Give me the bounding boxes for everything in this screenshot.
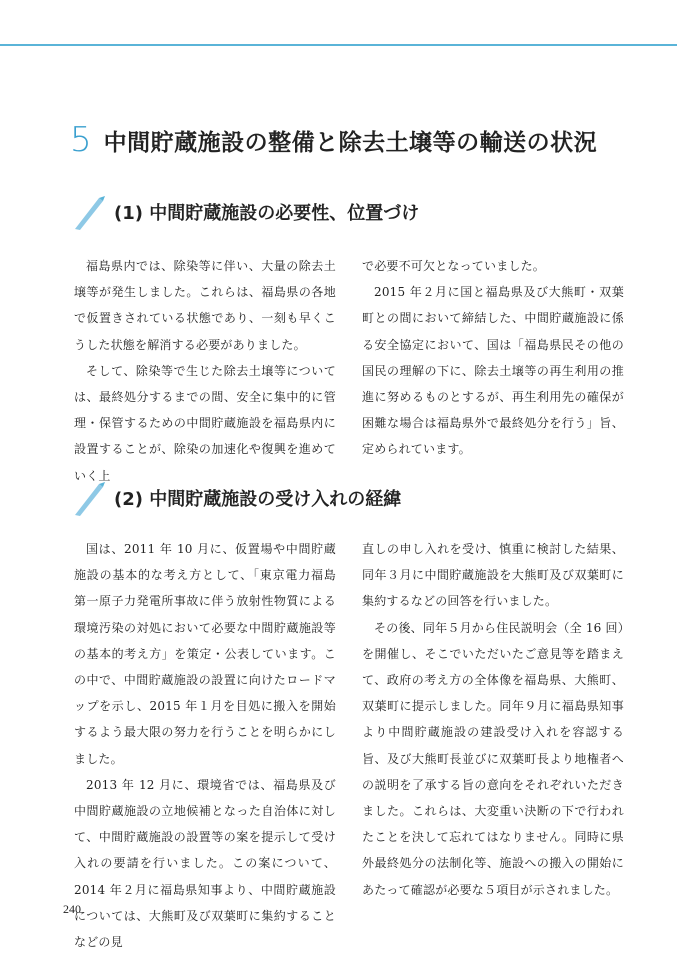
section-1-right-column	[362, 253, 624, 463]
paragraph: そして、除染等で生じた除去土壌等については、最終処分するまでの間、安全に集中的に管理・保管するための中間貯蔵施設を福島県内に設置することが、除染の加速化や復興を進めていく上	[74, 363, 336, 483]
paragraph: 福島県内では、除染等に伴い、大量の除去土壌等が発生しました。これらは、福島県の各地で仮置きされている状態であり、一刻も早くこうした状態を解消する必要がありました。	[74, 259, 336, 352]
page-number: 240	[63, 902, 81, 916]
section-2-title	[68, 478, 628, 518]
paragraph: 直しの申し入れを受け、慎重に検討した結果、同年３月に中間貯蔵施設を大熊町及び双葉町に集約するなどの回答を行いました。	[362, 542, 624, 609]
chapter-number: 5	[70, 120, 92, 160]
paragraph: 国は、2011 年 10 月に、仮置場や中間貯蔵施設の基本的な考え方として、「東京電力福島第一原子力発電所事故に伴う放射性物質による環境汚染の対処において必要な中間貯蔵施設等の基本的考え方」を策定・公表しています。この中で、中間貯蔵施設の設置に向けたロードマップを示し、2015 年１月を目処に搬入を開始するよう最大限の努力を行うことを明らかにしました。	[74, 542, 336, 766]
header-rule	[0, 44, 677, 46]
section-2-right-column	[362, 536, 624, 903]
paragraph: その後、同年５月から住民説明会（全 16 回）を開催し、そこでいただいたご意見等を踏まえて、政府の考え方の全体像を福島県、大熊町、双葉町に提示しました。同年９月に福島県知事より中間貯蔵施設の建設受け入れを容認する旨、及び大熊町長並びに双葉町長より地権者への説明を了承する旨の意向をそれぞれいただきました。これらは、大変重い決断の下で行われたことを決して忘れてはなりません。同時に県外最終処分の法制化等、施設への搬入の開始にあたって確認が必要な５項目が示されました。	[362, 620, 624, 897]
paragraph: で必要不可欠となっていました。	[362, 259, 546, 273]
paragraph: 2013 年 12 月に、環境省では、福島県及び中間貯蔵施設の立地候補となった自治体に対して、中間貯蔵施設の設置等の案を提示して受け入れの要請を行いました。この案について、2014 年２月に福島県知事より、中間貯蔵施設については、大熊町及び双葉町に集約することなどの見	[74, 777, 336, 950]
section-2-left-column	[74, 536, 336, 955]
section-1-title	[68, 192, 628, 232]
chapter-heading: 中間貯蔵施設の整備と除去土壌等の輸送の状況	[103, 129, 598, 156]
section-2-heading: (2) 中間貯蔵施設の受け入れの経緯	[114, 489, 402, 510]
pen-stroke-icon	[68, 192, 108, 232]
paragraph: 2015 年２月に国と福島県及び大熊町・双葉町との間において締結した、中間貯蔵施設に係る安全協定において、国は「福島県民その他の国民の理解の下に、除去土壌等の再生利用の推進に努めるものとするが、再生利用先の確保が困難な場合は福島県外で最終処分を行う」旨、定められています。	[362, 285, 624, 457]
section-1-left-column	[74, 253, 336, 489]
chapter-title	[70, 118, 650, 162]
section-1-heading: (1) 中間貯蔵施設の必要性、位置づけ	[114, 203, 420, 224]
pen-stroke-icon	[68, 478, 108, 518]
